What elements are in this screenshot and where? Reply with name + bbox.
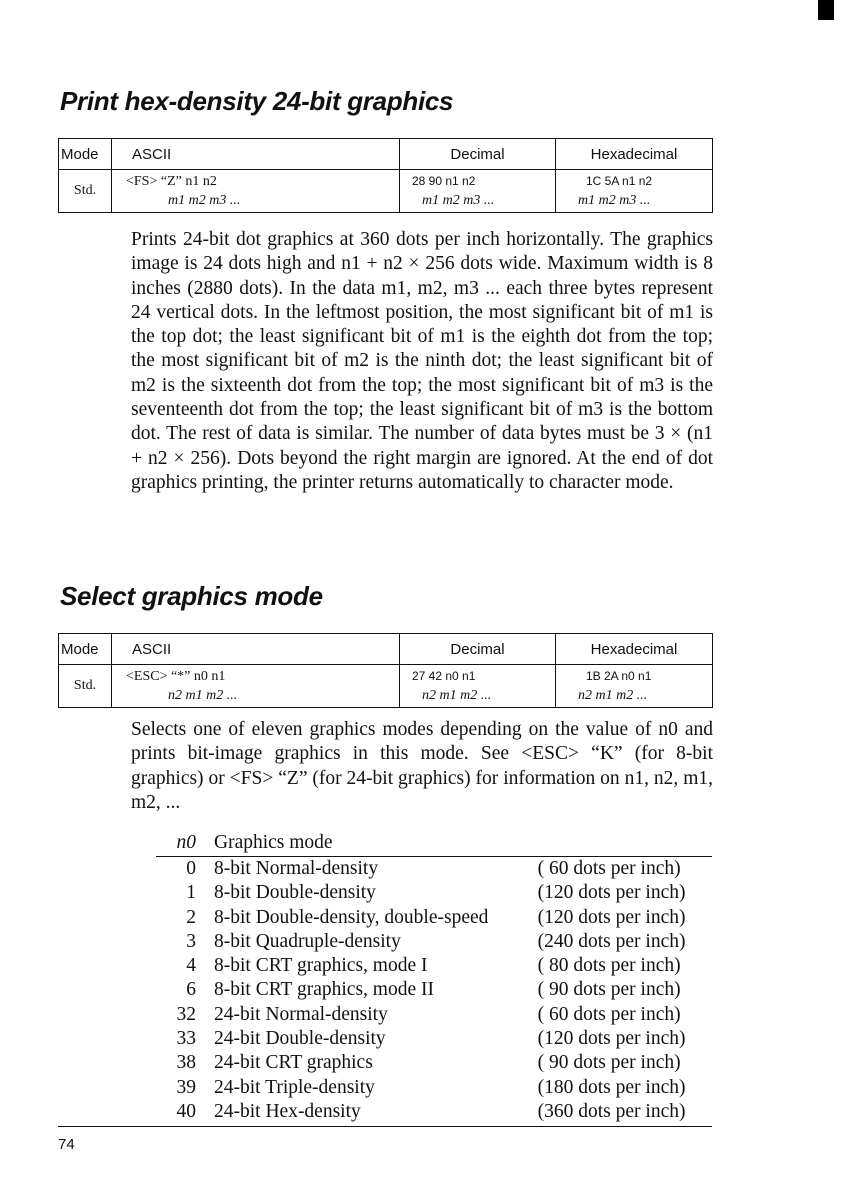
- hex-line-1: 1B 2A n0 n1: [586, 669, 652, 683]
- decimal-line-2: n2 m1 m2 ...: [422, 688, 492, 703]
- graphics-mode-row: [156, 930, 712, 954]
- mode-density: (360 dots per inch): [537, 1100, 686, 1122]
- header-ascii: ASCII: [112, 139, 400, 170]
- mode-name: 24-bit CRT graphics: [214, 1052, 373, 1074]
- ascii-line-1: <ESC> “*” n0 n1: [126, 669, 226, 684]
- command-table-hex-density: [58, 138, 713, 213]
- graphics-mode-row: [156, 906, 712, 930]
- command-table-header: [59, 634, 713, 665]
- mode-density: (120 dots per inch): [537, 882, 686, 904]
- mode-name: 8-bit Normal-density: [214, 858, 379, 879]
- decimal-line-1: 27 42 n0 n1: [412, 669, 476, 683]
- ascii-code: [112, 667, 399, 705]
- header-mode: Mode: [59, 634, 112, 665]
- graphics-mode-row: [156, 1100, 712, 1124]
- mode-number: 6: [186, 979, 196, 1001]
- mode-name: 24-bit Hex-density: [214, 1100, 361, 1122]
- graphics-mode-row: [156, 881, 712, 905]
- row-mode: Std.: [59, 665, 112, 708]
- graphics-mode-row: [156, 857, 712, 882]
- mode-name: 8-bit CRT graphics, mode I: [214, 955, 428, 977]
- command-table-graphics-mode: [58, 633, 713, 708]
- mode-number: 32: [176, 1003, 196, 1025]
- header-decimal: Decimal: [400, 139, 556, 170]
- corner-mark: [818, 0, 834, 20]
- section-title-graphics-mode: Select graphics mode: [60, 581, 323, 611]
- mode-number: 4: [186, 955, 196, 977]
- mode-name: 24-bit Triple-density: [214, 1076, 375, 1098]
- mode-name: 8-bit Double-density: [214, 882, 376, 904]
- graphics-mode-row: [156, 954, 712, 978]
- hex-line-2: n2 m1 m2 ...: [578, 688, 648, 703]
- mode-density: (120 dots per inch): [537, 906, 686, 928]
- page-number: 74: [58, 1136, 75, 1153]
- section-title-hex-density: Print hex-density 24-bit graphics: [60, 86, 454, 116]
- mode-name: 24-bit Normal-density: [214, 1003, 388, 1025]
- ascii-line-2: n2 m1 m2 ...: [168, 688, 238, 703]
- decimal-code: [400, 172, 555, 210]
- graphics-mode-row: [156, 1051, 712, 1075]
- command-table-row: [59, 170, 713, 213]
- graphics-mode-row: [156, 1076, 712, 1100]
- mode-density: ( 60 dots per inch): [537, 1003, 681, 1025]
- decimal-line-1: 28 90 n1 n2: [412, 174, 476, 188]
- hex-line-2: m1 m2 m3 ...: [578, 193, 651, 208]
- description-hex-density: Prints 24-bit dot graphics at 360 dots per inch horizontally. The graphics image is 24 dots high and n1 + n2 × 256 dots wide. Maximum width is 8 inches (2880 dots). In the data m1, m2, m3 ... each three bytes represent 24 vertical dots. In the leftmost position, the most significant bit of m1 is the top dot; the least significant bit of m1 is the eighth dot from the top; the most significant bit of m2 is the ninth dot; the least significant bit of m2 is the sixteenth dot from the top; the most significant bit of m3 is the seventeenth dot from the top; the least significant bit of m3 is the bottom dot. The rest of data is similar. The number of data bytes must be 3 × (n1 + n2 × 256). Dots beyond the right margin are ignored. At the end of dot graphics printing, the printer returns automatically to character mode.: [131, 229, 713, 493]
- mode-number: 2: [186, 906, 196, 928]
- graphics-mode-row: [156, 1027, 712, 1051]
- ascii-code: [112, 172, 399, 210]
- mode-number: 1: [186, 882, 196, 904]
- mode-density: ( 90 dots per inch): [537, 979, 681, 1001]
- modes-header-n0: n0: [156, 830, 214, 857]
- graphics-mode-row: [156, 1003, 712, 1027]
- ascii-line-2: m1 m2 m3 ...: [168, 193, 241, 208]
- mode-number: 0: [186, 858, 196, 879]
- header-decimal: Decimal: [400, 634, 556, 665]
- header-hexadecimal: Hexadecimal: [556, 139, 713, 170]
- header-mode: Mode: [59, 139, 112, 170]
- bottom-rule: [58, 1126, 712, 1127]
- mode-density: ( 60 dots per inch): [537, 858, 681, 879]
- mode-density: (240 dots per inch): [537, 930, 686, 952]
- mode-density: (180 dots per inch): [537, 1076, 686, 1098]
- mode-density: (120 dots per inch): [537, 1028, 686, 1050]
- graphics-modes-table: [156, 830, 712, 1124]
- decimal-code: [400, 667, 555, 705]
- mode-number: 40: [176, 1100, 196, 1122]
- description-graphics-mode: Selects one of eleven graphics modes depending on the value of n0 and prints bit-image graphics in this mode. See <ESC> “K” (for 8-bit graphics) or <FS> “Z” (for 24-bit graphics) for information on n1, n2, m1, m2, ...: [131, 719, 713, 813]
- hex-code: [556, 667, 712, 705]
- mode-density: ( 80 dots per inch): [537, 955, 681, 977]
- mode-name: 8-bit Double-density, double-speed: [214, 906, 489, 928]
- modes-header-label: Graphics mode: [214, 830, 712, 857]
- header-hexadecimal: Hexadecimal: [556, 634, 713, 665]
- hex-code: [556, 172, 712, 210]
- row-mode: Std.: [59, 170, 112, 213]
- mode-number: 38: [176, 1052, 196, 1074]
- command-table-row: [59, 665, 713, 708]
- hex-line-1: 1C 5A n1 n2: [586, 174, 653, 188]
- graphics-modes-body: [156, 857, 712, 1125]
- header-ascii: ASCII: [112, 634, 400, 665]
- mode-number: 3: [186, 930, 196, 952]
- mode-name: 24-bit Double-density: [214, 1028, 386, 1050]
- mode-number: 39: [176, 1076, 196, 1098]
- mode-number: 33: [176, 1028, 196, 1050]
- graphics-modes-header: [156, 830, 712, 857]
- ascii-line-1: <FS> “Z” n1 n2: [126, 174, 217, 189]
- decimal-line-2: m1 m2 m3 ...: [422, 193, 495, 208]
- mode-name: 8-bit Quadruple-density: [214, 930, 401, 952]
- mode-name: 8-bit CRT graphics, mode II: [214, 979, 434, 1001]
- mode-density: ( 90 dots per inch): [537, 1052, 681, 1074]
- command-table-header: [59, 139, 713, 170]
- graphics-mode-row: [156, 978, 712, 1002]
